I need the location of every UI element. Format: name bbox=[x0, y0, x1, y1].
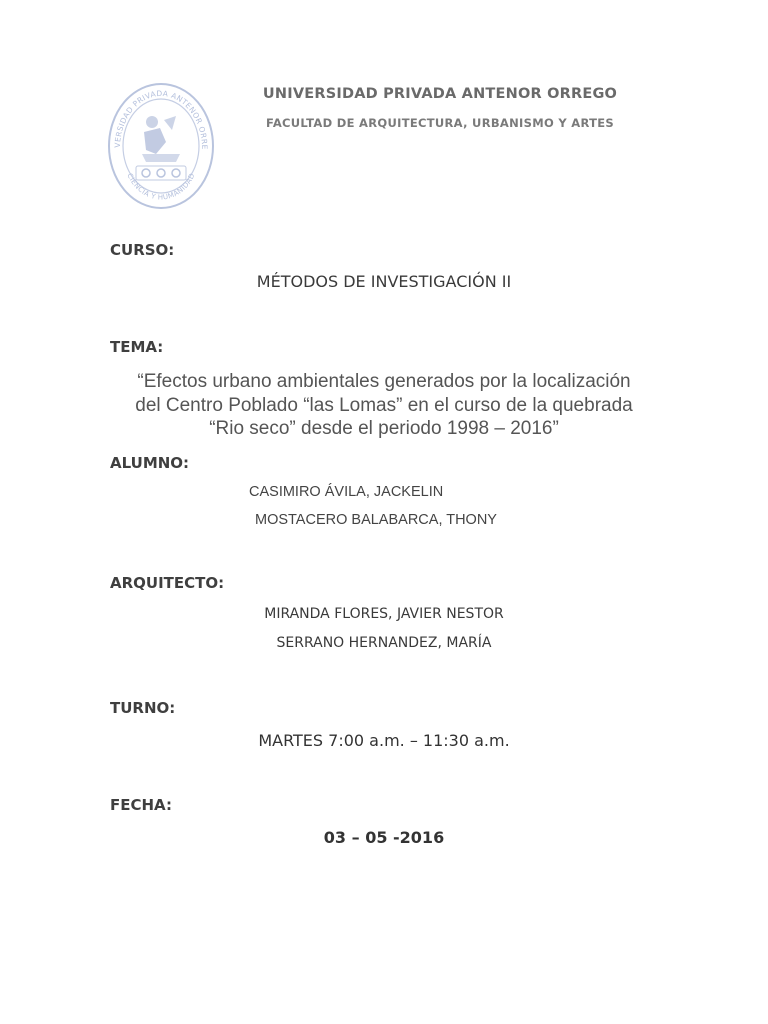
faculty-name: FACULTAD DE ARQUITECTURA, URBANISMO Y ARTES bbox=[266, 116, 614, 130]
university-name: UNIVERSIDAD PRIVADA ANTENOR ORREGO bbox=[262, 86, 618, 102]
shift-label: TURNO: bbox=[110, 699, 176, 717]
student-label: ALUMNO: bbox=[110, 454, 190, 472]
shift-value: MARTES 7:00 a.m. – 11:30 a.m. bbox=[258, 731, 510, 750]
topic-line: “Efectos urbano ambientales generados por la localización bbox=[137, 371, 631, 392]
course-value: MÉTODOS DE INVESTIGACIÓN II bbox=[256, 272, 512, 291]
svg-text:UNIVERSIDAD PRIVADA ANTENOR OR: VERSIDAD PRIVADA ANTENOR ORRE bbox=[112, 88, 210, 150]
architect-name: MIRANDA FLORES, JAVIER NESTOR bbox=[264, 606, 504, 622]
student-name: CASIMIRO ÁVILA, JACKELIN bbox=[249, 484, 444, 500]
architect-label: ARQUITECTO: bbox=[110, 574, 225, 592]
course-label: CURSO: bbox=[110, 241, 175, 259]
university-seal-logo bbox=[106, 82, 216, 212]
architect-name: SERRANO HERNANDEZ, MARÍA bbox=[276, 635, 492, 651]
topic-text bbox=[100, 370, 668, 441]
topic-line: “Rio seco” desde el periodo 1998 – 2016” bbox=[209, 418, 559, 439]
topic-line: del Centro Poblado “las Lomas” en el curso de la quebrada bbox=[135, 394, 633, 416]
svg-text:CIENCIA Y HUMANIDAD: CIENCIA Y HUMANIDAD bbox=[125, 171, 197, 202]
topic-label: TEMA: bbox=[110, 338, 164, 356]
student-name: MOSTACERO BALABARCA, THONY bbox=[255, 512, 497, 528]
date-label: FECHA: bbox=[110, 796, 172, 814]
date-value: 03 – 05 -2016 bbox=[323, 828, 445, 847]
